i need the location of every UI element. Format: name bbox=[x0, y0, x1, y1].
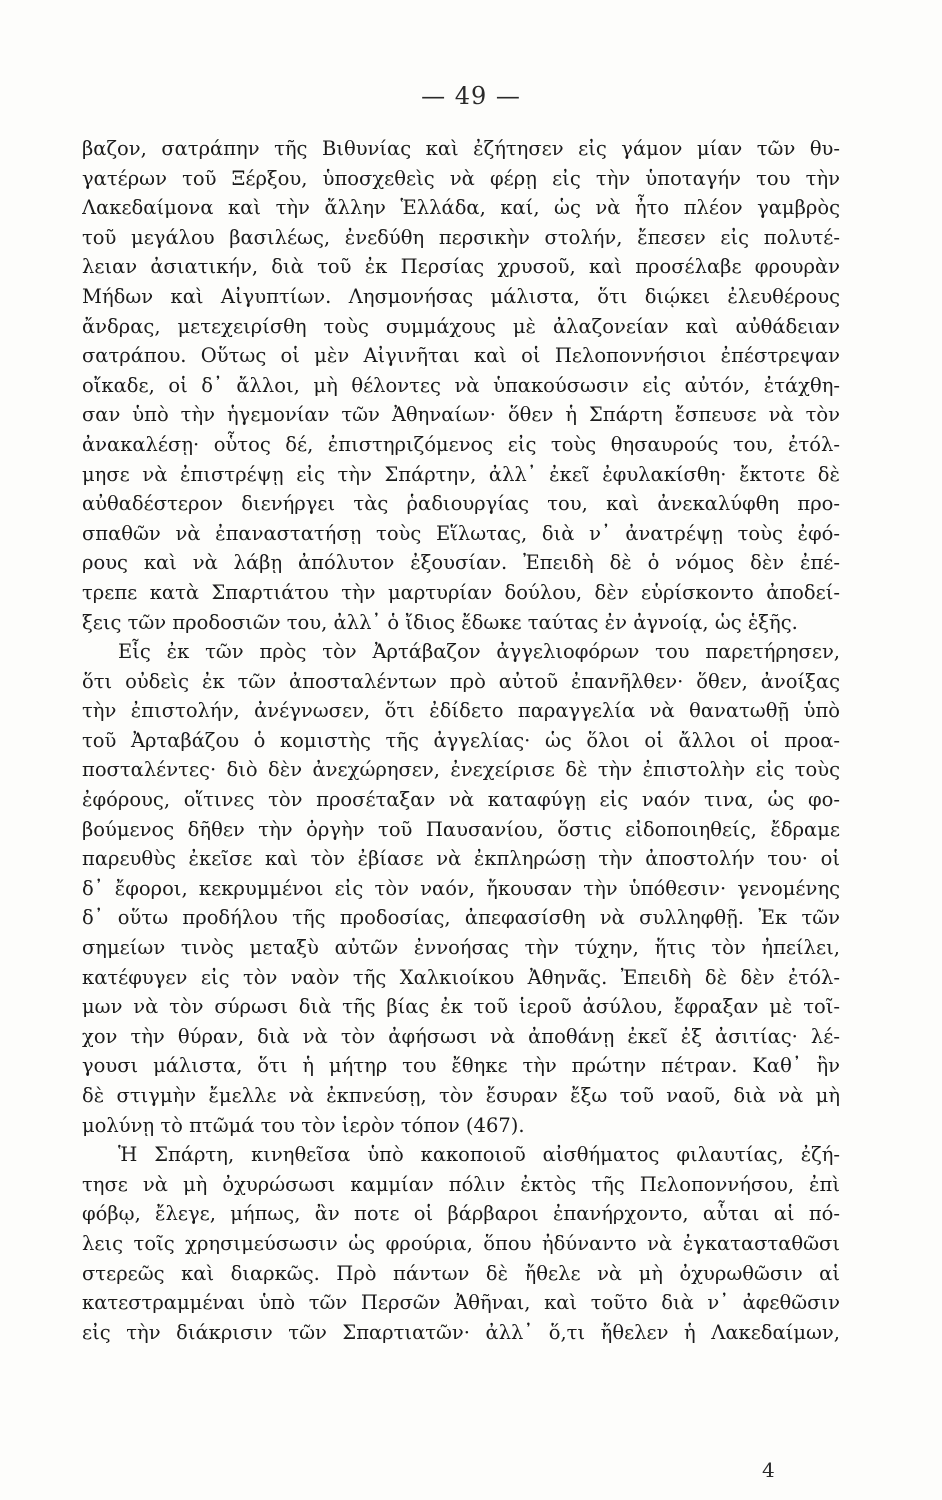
text-line: μολύνῃ τὸ πτῶμά του τὸν ἱερὸν τόπον (467). bbox=[82, 1113, 525, 1137]
text-line: δὲ στιγμὴν ἔμελλε νὰ ἐκπνεύσῃ, τὸν ἔσυραν ἔξω τοῦ ναοῦ, διὰ νὰ μὴ bbox=[82, 1084, 840, 1107]
text-line: ἄνδρας, μετεχειρίσθη τοὺς συμμάχους μὲ ἀλαζονείαν καὶ αὐθάδειαν bbox=[82, 314, 840, 338]
text-line: ρους καὶ νὰ λάβῃ ἀπόλυτον ἐξουσίαν. Ἐπειδὴ δὲ ὁ νόμος δὲν ἐπέ- bbox=[82, 551, 840, 575]
page-number: — 49 — bbox=[421, 82, 521, 110]
paragraph-first-line: Εἷς ἐκ τῶν πρὸς τὸν Ἀρτάβαζον ἀγγελιοφόρων του παρετήρησεν, bbox=[118, 640, 840, 664]
text-line: βούμενος δῆθεν τὴν ὀργὴν τοῦ Παυσανίου, ὅστις εἰδοποιηθείς, ἔδραμε bbox=[82, 817, 840, 841]
paragraph-first-line: Ἡ Σπάρτη, κινηθεῖσα ὑπὸ κακοποιοῦ αἰσθήματος φιλαυτίας, ἐζή- bbox=[118, 1143, 840, 1167]
text-line: φόβῳ, ἔλεγε, μήπως, ἂν ποτε οἱ βάρβαροι ἐπανήρχοντο, αὗται αἱ πό- bbox=[82, 1202, 840, 1226]
text-line: γουσι μάλιστα, ὅτι ἡ μήτηρ του ἔθηκε τὴν πρώτην πέτραν. Καθ᾽ ἣν bbox=[82, 1054, 840, 1078]
text-line: σπαθῶν νὰ ἐπαναστατήσῃ τοὺς Εἵλωτας, διὰ ν᾽ ἀνατρέψῃ τοὺς ἐφό- bbox=[82, 521, 840, 545]
text-line: ἐφόρους, οἵτινες τὸν προσέταξαν νὰ καταφύγῃ εἰς ναόν τινα, ὡς φο- bbox=[82, 788, 840, 812]
text-line: Μήδων καὶ Αἰγυπτίων. Λησμονήσας μάλιστα, ὅτι διῴκει ἐλευθέρους bbox=[82, 284, 840, 308]
text-line: ποσταλέντες· διὸ δὲν ἀνεχώρησεν, ἐνεχείρισε δὲ τὴν ἐπιστολὴν εἰς τοὺς bbox=[82, 758, 840, 782]
text-line: Λακεδαίμονα καὶ τὴν ἄλλην Ἑλλάδα, καί, ὡς νὰ ἦτο πλέον γαμβρὸς bbox=[82, 196, 840, 220]
text-line: γατέρων τοῦ Ξέρξου, ὑποσχεθεὶς νὰ φέρῃ εἰς τὴν ὑποταγήν του τὴν bbox=[82, 166, 840, 190]
text-line: βαζον, σατράπην τῆς Βιθυνίας καὶ ἐζήτησεν εἰς γάμον μίαν τῶν θυ- bbox=[82, 137, 840, 160]
text-line: δ᾽ ἔφοροι, κεκρυμμένοι εἰς τὸν ναόν, ἤκουσαν τὴν ὑπόθεσιν· γενομένης bbox=[82, 876, 840, 900]
body-text bbox=[82, 134, 840, 1347]
text-line: δ᾽ οὕτω προδήλου τῆς προδοσίας, ἀπεφασίσθη νὰ συλληφθῇ. Ἐκ τῶν bbox=[82, 906, 840, 930]
text-line: μησε νὰ ἐπιστρέψῃ εἰς τὴν Σπάρτην, ἀλλ᾽ ἐκεῖ ἐφυλακίσθη· ἔκτοτε δὲ bbox=[82, 462, 840, 486]
text-line: εἰς τὴν διάκρισιν τῶν Σπαρτιατῶν· ἀλλ᾽ ὅ,τι ἤθελεν ἡ Λακεδαίμων, bbox=[82, 1320, 840, 1344]
text-line: αὐθαδέστερον διενήργει τὰς ῥαδιουργίας του, καὶ ἀνεκαλύφθη προ- bbox=[82, 492, 840, 516]
text-line: ἀνακαλέσῃ· οὗτος δέ, ἐπιστηριζόμενος εἰς τοὺς θησαυρούς του, ἐτόλ- bbox=[82, 432, 840, 456]
text-line: τοῦ Ἀρταβάζου ὁ κομιστὴς τῆς ἀγγελίας· ὡς ὅλοι οἱ ἄλλοι οἱ προα- bbox=[82, 728, 840, 752]
text-line: οἴκαδε, οἱ δ᾽ ἄλλοι, μὴ θέλοντες νὰ ὑπακούσωσιν εἰς αὐτόν, ἐτάχθη- bbox=[82, 373, 840, 397]
text-line: στερεῶς καὶ διαρκῶς. Πρὸ πάντων δὲ ἤθελε νὰ μὴ ὀχυρωθῶσιν αἱ bbox=[82, 1261, 840, 1285]
text-line: παρευθὺς ἐκεῖσε καὶ τὸν ἐβίασε νὰ ἐκπληρώσῃ τὴν ἀποστολήν του· οἱ bbox=[82, 847, 840, 871]
signature-mark: 4 bbox=[762, 1458, 775, 1482]
text-line: τησε νὰ μὴ ὀχυρώσωσι καμμίαν πόλιν ἐκτὸς τῆς Πελοποννήσου, ἐπὶ bbox=[82, 1172, 840, 1196]
text-line: λεις τοῖς χρησιμεύσωσιν ὡς φρούρια, ὅπου ἠδύναντο νὰ ἐγκατασταθῶσι bbox=[82, 1231, 840, 1255]
text-line: σαν ὑπὸ τὴν ἡγεμονίαν τῶν Ἀθηναίων· ὅθεν ἡ Σπάρτη ἔσπευσε νὰ τὸν bbox=[82, 403, 840, 427]
text-line: κατέφυγεν εἰς τὸν ναὸν τῆς Χαλκιοίκου Ἀθηνᾶς. Ἐπειδὴ δὲ δὲν ἐτόλ- bbox=[82, 965, 840, 989]
text-line: λειαν ἀσιατικήν, διὰ τοῦ ἐκ Περσίας χρυσοῦ, καὶ προσέλαβε φρουρὰν bbox=[82, 255, 840, 279]
text-line: κατεστραμμέναι ὑπὸ τῶν Περσῶν Ἀθῆναι, καὶ τοῦτο διὰ ν᾽ ἀφεθῶσιν bbox=[82, 1291, 840, 1315]
text-line: τρεπε κατὰ Σπαρτιάτου τὴν μαρτυρίαν δούλου, δὲν εὑρίσκοντο ἀποδεί- bbox=[82, 580, 840, 604]
text-line: ξεις τῶν προδοσιῶν του, ἀλλ᾽ ὁ ἴδιος ἔδωκε ταύτας ἐν ἀγνοίᾳ, ὡς ἑξῆς. bbox=[82, 610, 798, 634]
text-line: ὅτι οὐδεὶς ἐκ τῶν ἀποσταλέντων πρὸ αὐτοῦ ἐπανῆλθεν· ὅθεν, ἀνοίξας bbox=[82, 669, 840, 693]
text-line: τοῦ μεγάλου βασιλέως, ἐνεδύθη περσικὴν στολήν, ἔπεσεν εἰς πολυτέ- bbox=[82, 225, 840, 249]
text-line: τὴν ἐπιστολήν, ἀνέγνωσεν, ὅτι ἐδίδετο παραγγελία νὰ θανατωθῇ ὑπὸ bbox=[82, 699, 840, 723]
text-line: σατράπου. Οὕτως οἱ μὲν Αἰγινῆται καὶ οἱ Πελοποννήσιοι ἐπέστρεψαν bbox=[82, 344, 840, 368]
text-line: χον τὴν θύραν, διὰ νὰ τὸν ἀφήσωσι νὰ ἀποθάνῃ ἐκεῖ ἐξ ἀσιτίας· λέ- bbox=[82, 1024, 840, 1048]
text-line: μων νὰ τὸν σύρωσι διὰ τῆς βίας ἐκ τοῦ ἱεροῦ ἀσύλου, ἔφραξαν μὲ τοῖ- bbox=[82, 995, 840, 1019]
text-line: σημείων τινὸς μεταξὺ αὐτῶν ἐννοήσας τὴν τύχην, ἥτις τὸν ἠπείλει, bbox=[82, 936, 840, 960]
